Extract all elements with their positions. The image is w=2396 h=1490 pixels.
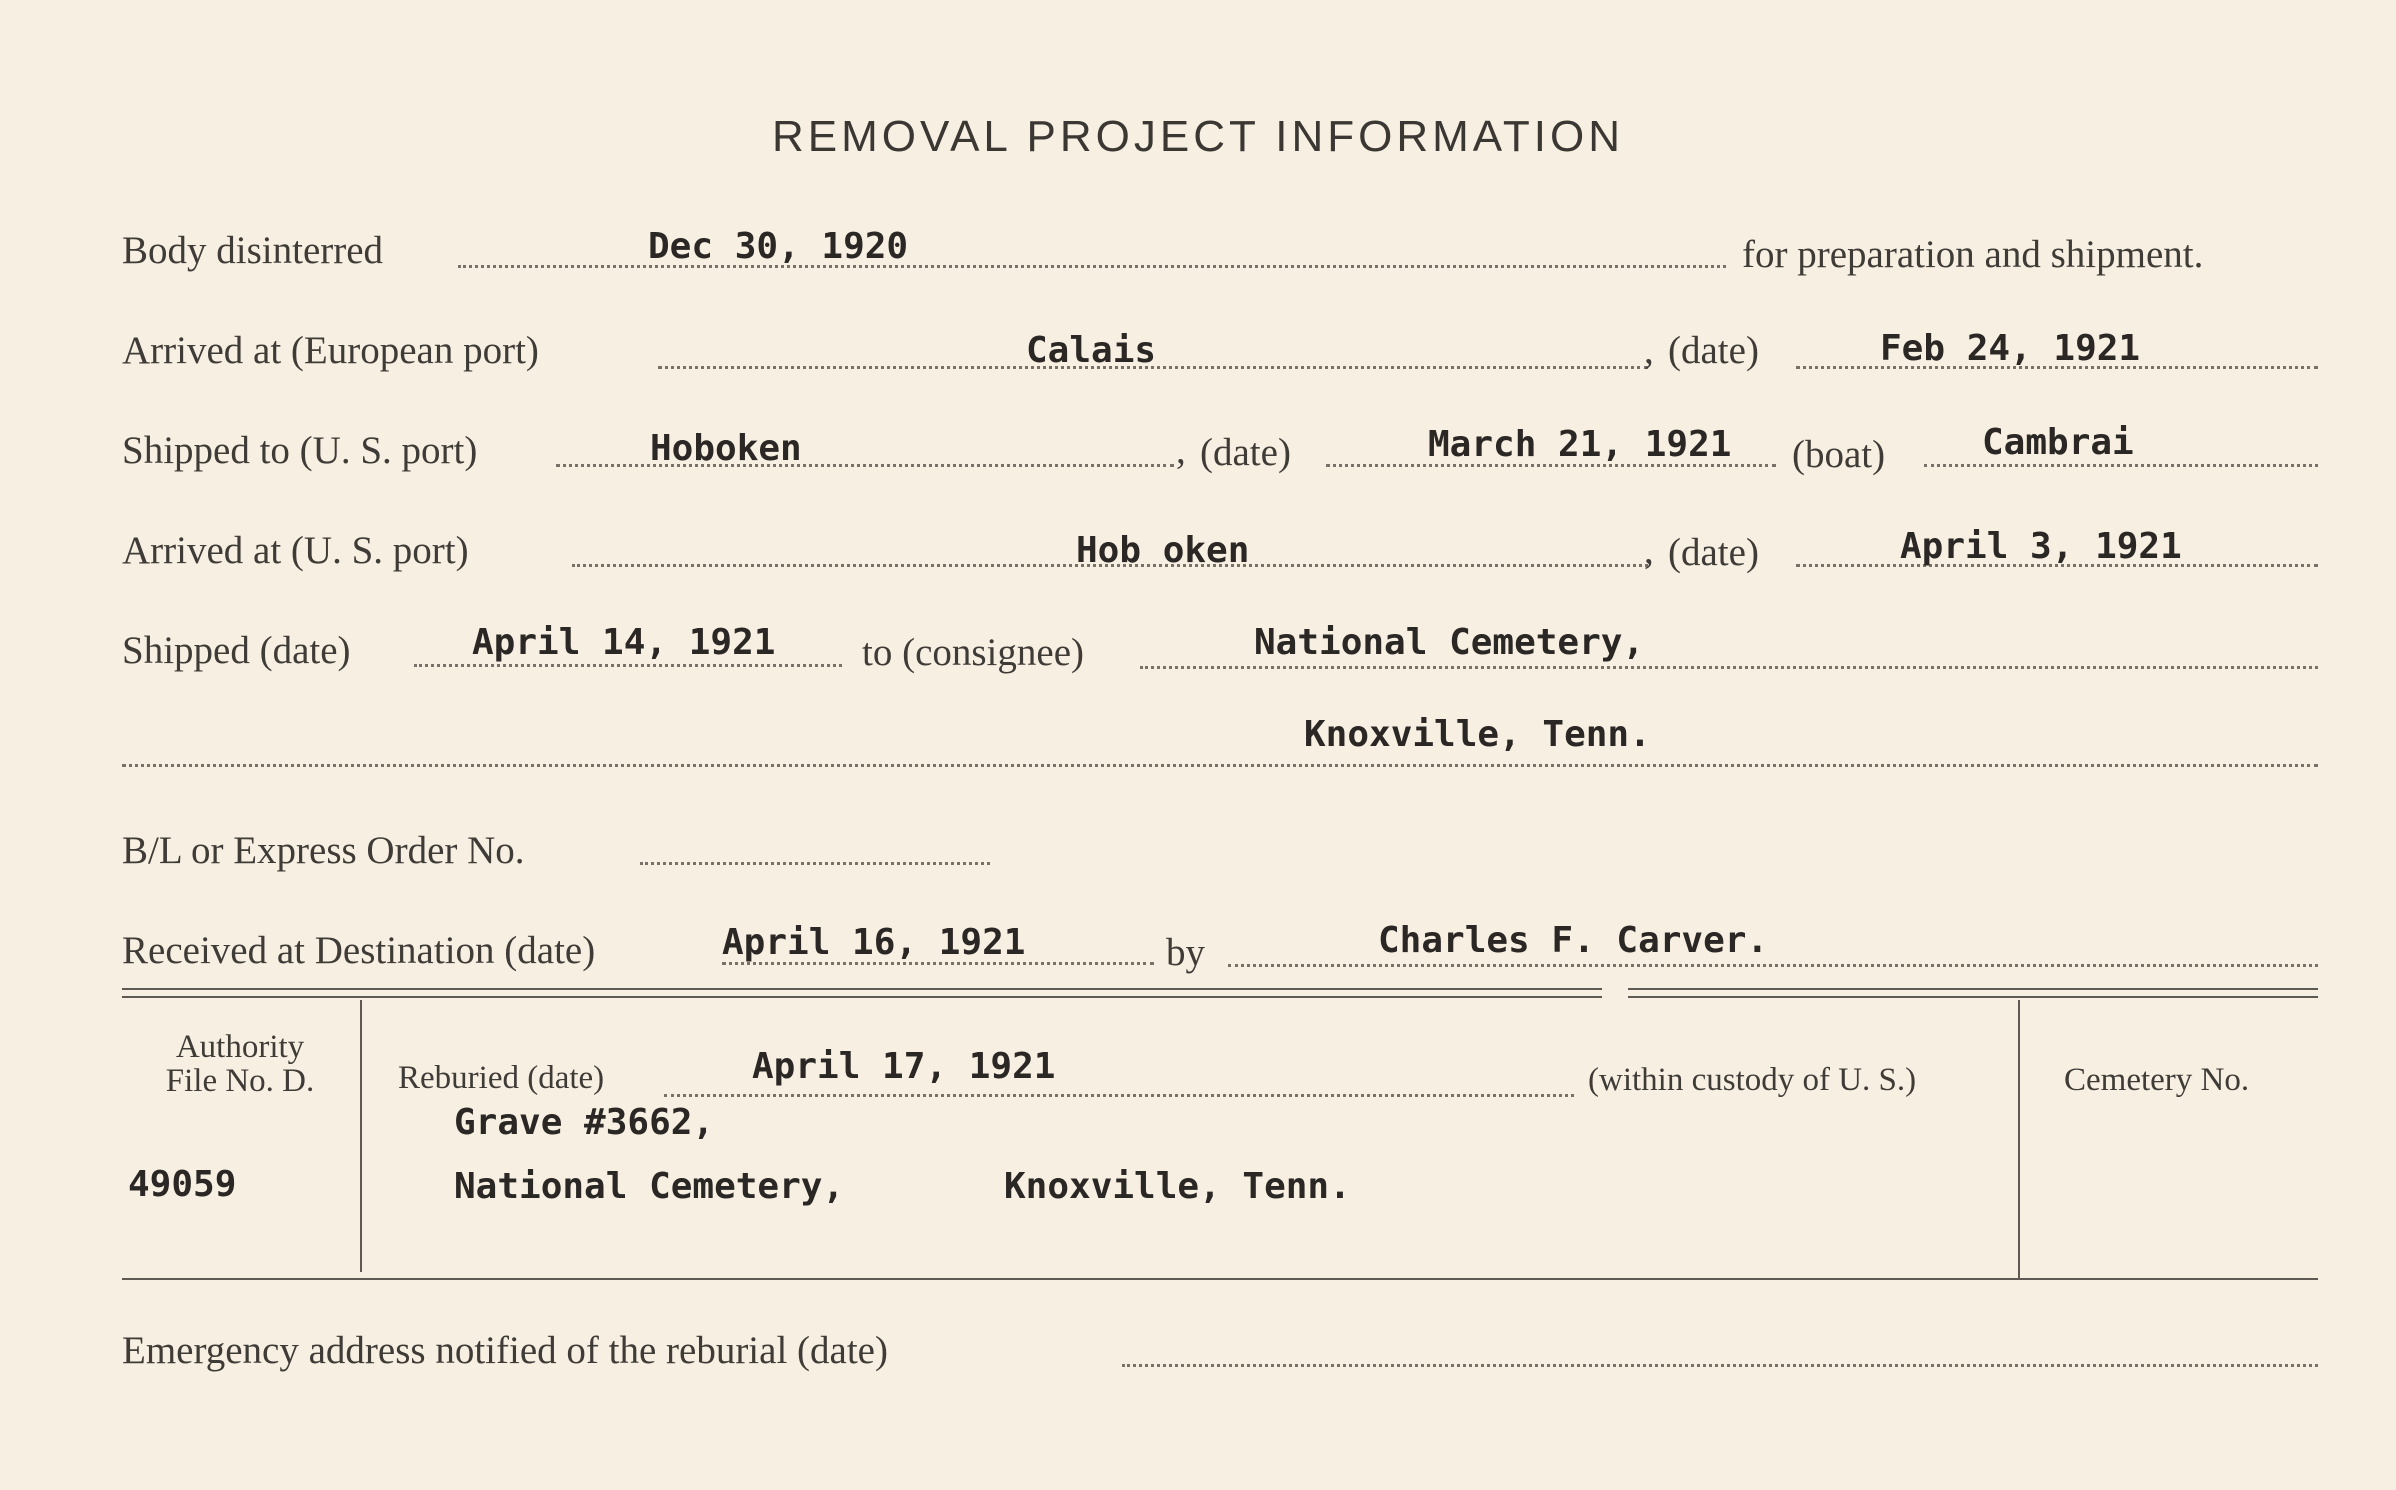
field-line-emergency — [1122, 1364, 2318, 1367]
label-custody: (within custody of U. S.) — [1588, 1062, 1917, 1098]
field-line-consignee-2 — [122, 764, 2318, 767]
value-reburied-date: April 17, 1921 — [752, 1046, 1056, 1087]
label-shipped-to-us: Shipped to (U. S. port) — [122, 429, 478, 472]
label-reburied: Reburied (date) — [398, 1060, 605, 1096]
label-shipped-out-date: Shipped (date) — [122, 629, 351, 672]
label-authority-line2: File No. D. — [165, 1063, 315, 1099]
value-grave: Grave #3662, — [454, 1102, 715, 1143]
divider-rule-left-top — [122, 988, 1602, 990]
label-bl-order: B/L or Express Order No. — [122, 829, 525, 872]
value-received-date: April 16, 1921 — [722, 922, 1026, 963]
field-line-received-by — [1228, 964, 2318, 967]
value-us-port-shipped: Hoboken — [650, 428, 802, 469]
value-authority-file-no: 49059 — [128, 1164, 237, 1205]
value-consignee-line2: Knoxville, Tenn. — [1304, 714, 1651, 755]
label-comma-2: , — [1176, 429, 1186, 472]
box-bottom-rule — [122, 1278, 2318, 1280]
field-line-bl-order — [640, 862, 990, 865]
field-line-reburied-date — [664, 1094, 1574, 1097]
value-european-date: Feb 24, 1921 — [1880, 328, 2141, 369]
field-line-boat — [1924, 464, 2318, 467]
value-disinterred-date: Dec 30, 1920 — [648, 226, 909, 267]
value-boat: Cambrai — [1982, 422, 2134, 463]
value-arrived-date: April 3, 1921 — [1900, 526, 2182, 567]
field-line-us-port-shipped — [556, 464, 1174, 467]
label-body-disinterred: Body disinterred — [122, 229, 384, 272]
value-received-by: Charles F. Carver. — [1378, 920, 1769, 961]
box-divider-left — [360, 1000, 362, 1272]
field-line-consignee-1 — [1140, 666, 2318, 669]
label-received-destination: Received at Destination (date) — [122, 929, 596, 972]
divider-rule-right-bottom — [1628, 996, 2318, 998]
label-emergency: Emergency address notified of the reburial (date) — [122, 1329, 888, 1372]
value-cemetery-name: National Cemetery, — [454, 1166, 845, 1207]
label-authority-line1: Authority — [175, 1029, 305, 1065]
box-divider-right — [2018, 1000, 2020, 1278]
value-european-port: Calais — [1026, 330, 1157, 371]
label-for-preparation: for preparation and shipment. — [1742, 233, 2204, 276]
card-title: REMOVAL PROJECT INFORMATION — [772, 112, 1624, 161]
label-cemetery-no: Cemetery No. — [2064, 1062, 2250, 1098]
label-boat: (boat) — [1792, 433, 1886, 476]
field-line-shipped-out-date — [414, 664, 842, 667]
label-comma-1: , — [1644, 329, 1654, 372]
label-to-consignee: to (consignee) — [862, 631, 1085, 674]
label-european-date: (date) — [1668, 329, 1759, 372]
value-shipped-out-date: April 14, 1921 — [472, 622, 776, 663]
value-shipped-date: March 21, 1921 — [1428, 424, 1732, 465]
value-cemetery-city: Knoxville, Tenn. — [1004, 1166, 1351, 1207]
value-consignee-line1: National Cemetery, — [1254, 622, 1645, 663]
label-arrived-european: Arrived at (European port) — [122, 329, 539, 372]
label-comma-3: , — [1644, 529, 1654, 572]
divider-rule-left-bottom — [122, 996, 1602, 998]
label-by: by — [1166, 931, 1205, 974]
value-us-port-arrived: Hob oken — [1076, 530, 1250, 571]
label-authority — [130, 1030, 350, 1098]
divider-rule-right-top — [1628, 988, 2318, 990]
label-arrived-date: (date) — [1668, 531, 1759, 574]
label-arrived-us: Arrived at (U. S. port) — [122, 529, 469, 572]
label-shipped-date: (date) — [1200, 431, 1291, 474]
